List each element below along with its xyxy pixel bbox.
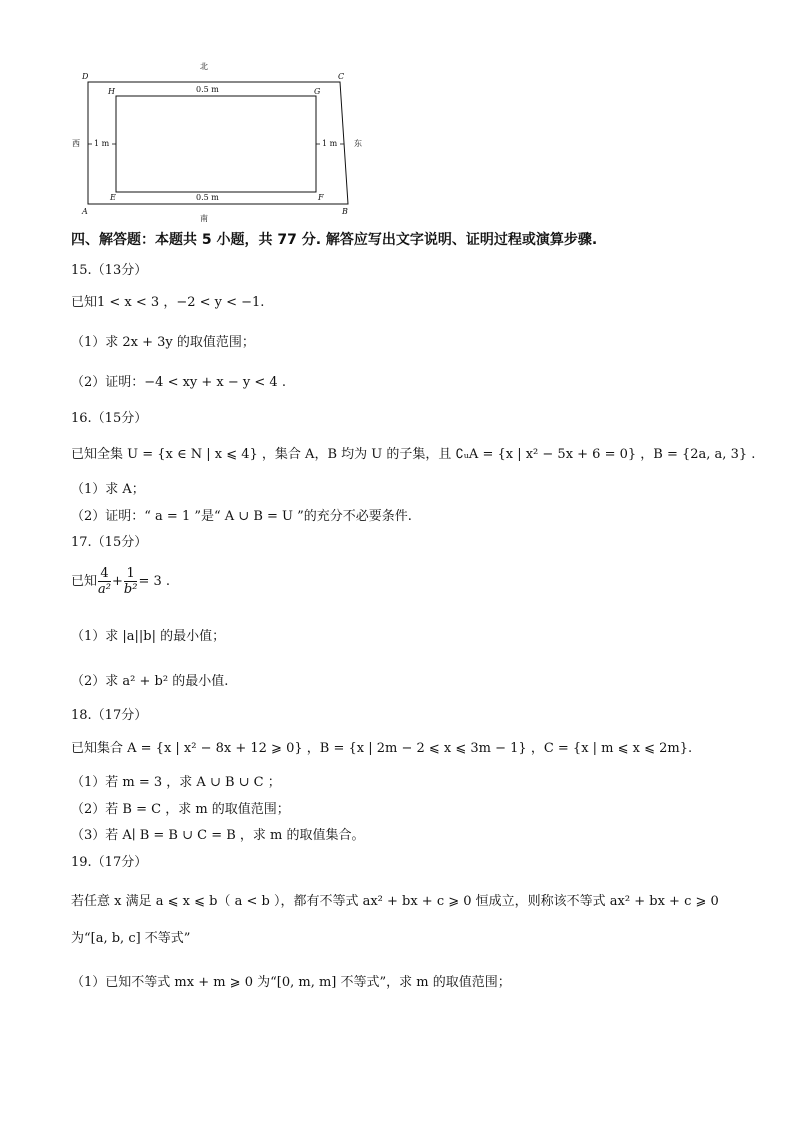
- garden-diagram: [70, 58, 370, 230]
- west-label: 西: [72, 139, 80, 148]
- q17-frac1-den: a²: [98, 582, 111, 597]
- south-label: 南: [200, 214, 208, 223]
- point-c: C: [338, 72, 345, 81]
- q16-part2: （2）证明：“ a = 1 ”是“ A ∪ B = U ”的充分不必要条件.: [71, 509, 412, 524]
- q18-stem: 已知集合 A = {x | x² − 8x + 12 ⩾ 0} ，B = {x | 2m − 2 ⩽ x ⩽ 3m − 1} ，C = {x | m ⩽ x ⩽ 2m}.: [71, 741, 693, 756]
- q15-part2: （2）证明：−4 < xy + x − y < 4 .: [71, 375, 286, 390]
- east-label: 东: [354, 139, 362, 148]
- q18-head: 18.（17分）: [71, 708, 148, 723]
- q17-part1: （1）求 |a||b| 的最小值；: [71, 629, 226, 644]
- north-label: 北: [200, 62, 208, 71]
- outer-boundary: [88, 82, 348, 204]
- q18-part3: （3）若 A∣ B = B ∪ C = B ，求 m 的取值集合。: [71, 828, 365, 843]
- q16-part1: （1）求 A；: [71, 482, 145, 497]
- q17-head: 17.（15分）: [71, 535, 148, 550]
- q15-part1: （1）求 2x + 3y 的取值范围；: [71, 335, 255, 350]
- q16-stem: 已知全集 U = {x ∈ N | x ⩽ 4} ，集合 A，B 均为 U 的子集，且 ∁ᵤA = {x | x² − 5x + 6 = 0} ，B = {2a, a, 3} .: [71, 447, 756, 462]
- q17-stem-suffix: = 3 .: [138, 573, 170, 589]
- q19-stem-2: 为“[a, b, c] 不等式”: [71, 931, 191, 946]
- section-title: 四、解答题：本题共 5 小题，共 77 分. 解答应写出文字说明、证明过程或演算步骤.: [71, 232, 598, 248]
- q16-head: 16.（15分）: [71, 411, 148, 426]
- point-h: H: [108, 87, 115, 96]
- top-gap-label: 0.5 m: [196, 85, 219, 94]
- q17-frac2-den: b²: [123, 582, 138, 597]
- q19-part1: （1）已知不等式 mx + m ⩾ 0 为“[0, m, m] 不等式”，求 m 的取值范围；: [71, 975, 511, 990]
- point-b: B: [342, 207, 348, 216]
- q15-stem: 已知1 < x < 3 ，−2 < y < −1.: [71, 295, 265, 310]
- q17-part2: （2）求 a² + b² 的最小值.: [71, 674, 229, 689]
- left-gap-label: 1 m: [94, 139, 110, 148]
- q17-plus: +: [111, 573, 123, 589]
- q17-stem: [71, 566, 170, 597]
- q19-stem: 若任意 x 满足 a ⩽ x ⩽ b（ a < b ），都有不等式 ax² + bx + c ⩾ 0 恒成立，则称该不等式 ax² + bx + c ⩾ 0: [71, 894, 719, 909]
- q15-head: 15.（13分）: [71, 263, 148, 278]
- right-gap-label: 1 m: [322, 139, 338, 148]
- point-e: E: [110, 193, 116, 202]
- q18-part1: （1）若 m = 3 ，求 A ∪ B ∪ C ；: [71, 775, 281, 790]
- q17-fraction-1: [98, 566, 111, 597]
- bottom-gap-label: 0.5 m: [196, 193, 219, 202]
- q17-frac1-num: 4: [98, 566, 111, 582]
- point-a: A: [82, 207, 88, 216]
- point-d: D: [82, 72, 89, 81]
- q17-frac2-num: 1: [124, 566, 138, 582]
- inner-rectangle: [116, 96, 316, 192]
- q18-part2: （2）若 B = C ，求 m 的取值范围；: [71, 802, 290, 817]
- q17-stem-prefix: 已知: [71, 573, 98, 589]
- q17-fraction-2: [124, 566, 138, 597]
- point-g: G: [314, 87, 321, 96]
- point-f: F: [318, 193, 324, 202]
- q19-head: 19.（17分）: [71, 855, 148, 870]
